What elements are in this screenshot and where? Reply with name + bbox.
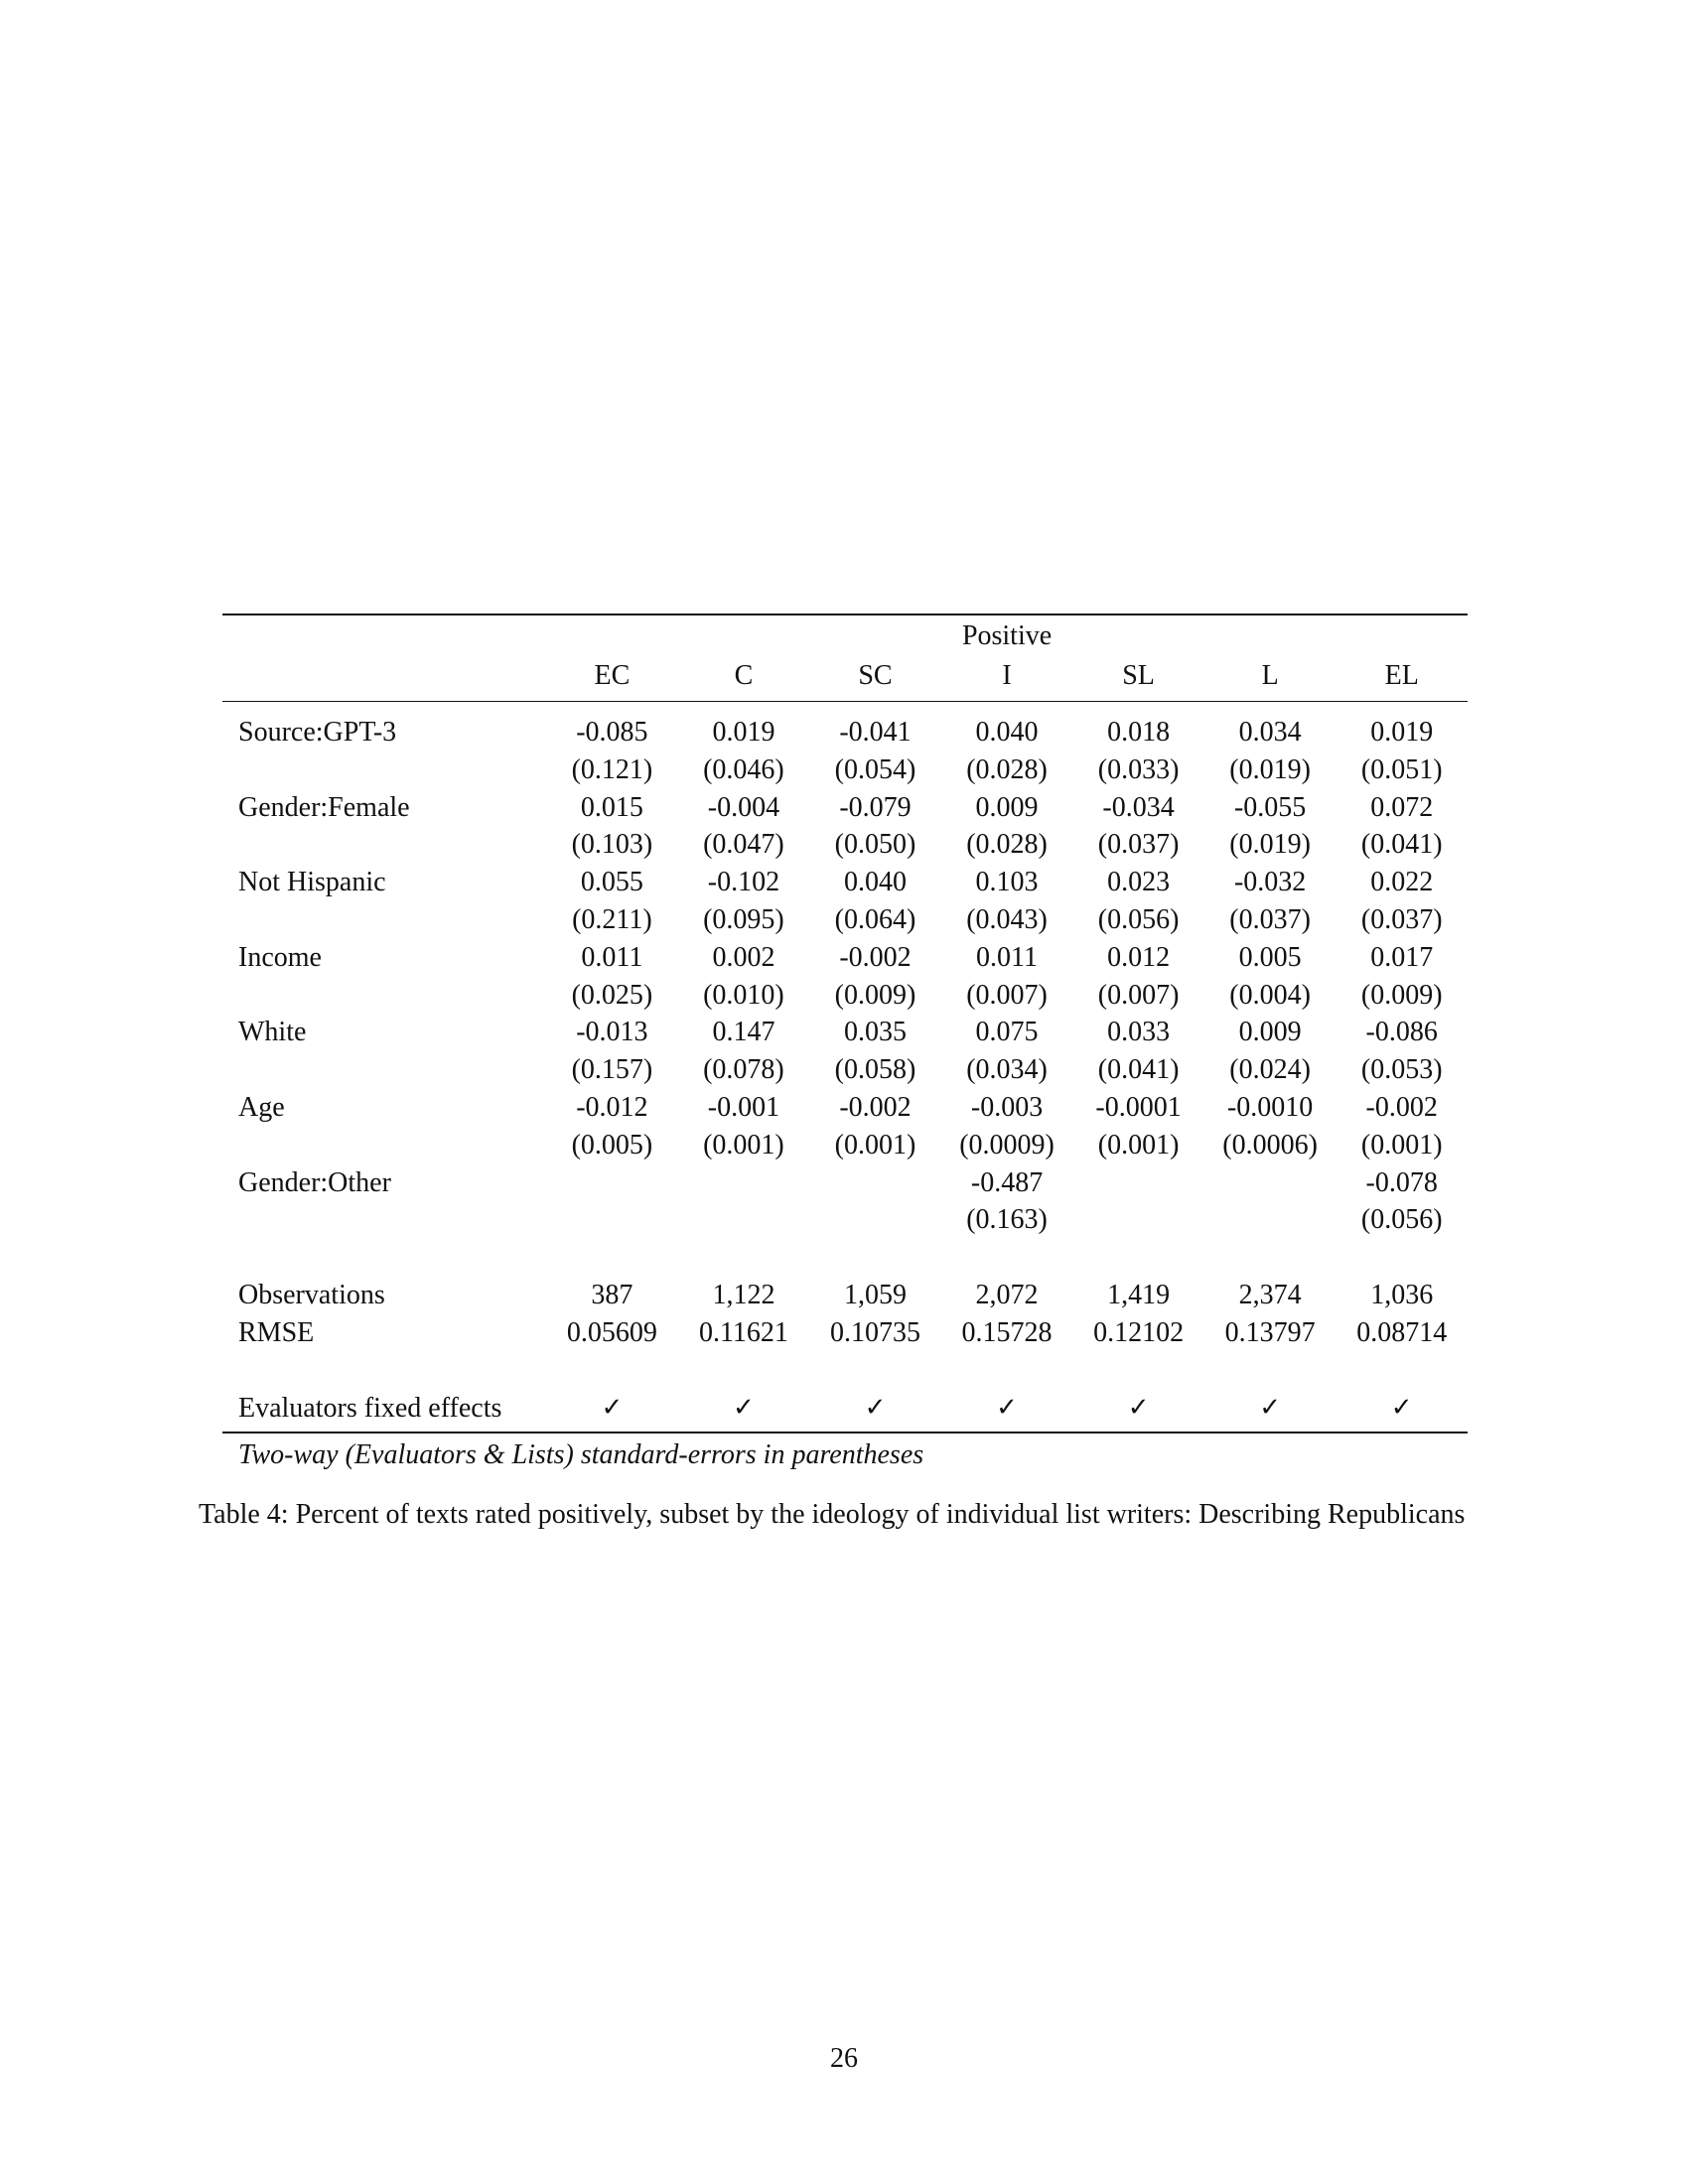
row-label xyxy=(222,1352,546,1390)
check-cell: ✓ xyxy=(941,1390,1073,1433)
value-cell xyxy=(1336,1239,1468,1277)
value-cell: 0.023 xyxy=(1107,867,1171,898)
row-label xyxy=(222,751,546,789)
standard-error-cell: (0.010) xyxy=(703,979,784,1011)
value-cell: 1,059 xyxy=(843,1280,907,1311)
row-label xyxy=(222,977,546,1015)
standard-error-cell: (0.034) xyxy=(966,1054,1048,1086)
value-cell: -0.002 xyxy=(839,1091,912,1123)
row-label xyxy=(222,901,546,939)
standard-error-cell xyxy=(546,1201,678,1239)
se-row xyxy=(222,826,1468,864)
check-cell: ✓ xyxy=(546,1390,678,1433)
check-cell: ✓ xyxy=(678,1390,810,1433)
value-cell: 0.009 xyxy=(975,791,1039,823)
header-group-label: Positive xyxy=(546,614,1468,657)
value-cell: -0.086 xyxy=(1365,1017,1438,1048)
se-row xyxy=(222,901,1468,939)
value-cell xyxy=(1204,1352,1336,1390)
check-cell: ✓ xyxy=(1072,1390,1204,1433)
value-cell: -0.001 xyxy=(707,1091,780,1123)
value-cell: -0.078 xyxy=(1365,1166,1438,1198)
standard-error-cell: (0.157) xyxy=(571,1054,653,1086)
row-label: Source:GPT-3 xyxy=(238,717,397,748)
value-cell: 1,036 xyxy=(1370,1280,1434,1311)
value-cell: 0.08714 xyxy=(1356,1316,1448,1348)
standard-error-cell: (0.009) xyxy=(834,979,916,1011)
value-cell xyxy=(941,1239,1073,1277)
coefficient-row xyxy=(222,864,1468,901)
standard-error-cell: (0.028) xyxy=(966,829,1048,861)
value-cell: -0.0001 xyxy=(1095,1091,1182,1123)
standard-error-cell: (0.047) xyxy=(703,829,784,861)
value-cell: 0.018 xyxy=(1107,717,1171,748)
column-header: I xyxy=(941,657,1073,702)
value-cell: 0.017 xyxy=(1370,941,1434,973)
standard-error-cell xyxy=(809,1201,941,1239)
stat-row xyxy=(222,1314,1468,1352)
value-cell: 0.019 xyxy=(1370,717,1434,748)
row-label xyxy=(222,1127,546,1164)
column-header: C xyxy=(678,657,810,702)
table-caption: Table 4: Percent of texts rated positively, subset by the ideology of individual list writers: Describing Republicans xyxy=(199,1499,1466,1530)
row-label: White xyxy=(238,1017,307,1048)
standard-error-cell: (0.037) xyxy=(1229,903,1311,935)
standard-error-cell: (0.001) xyxy=(1097,1129,1180,1160)
standard-error-cell: (0.041) xyxy=(1360,829,1443,861)
standard-error-cell: (0.050) xyxy=(834,829,916,861)
column-header: EL xyxy=(1336,657,1468,702)
value-cell: 0.034 xyxy=(1238,717,1302,748)
value-cell: -0.079 xyxy=(839,791,912,823)
value-cell xyxy=(809,1352,941,1390)
value-cell: 0.103 xyxy=(975,867,1039,898)
value-cell: -0.487 xyxy=(970,1166,1044,1198)
standard-error-cell xyxy=(678,1201,810,1239)
coefficient-row xyxy=(222,1164,1468,1202)
standard-error-cell: (0.051) xyxy=(1360,753,1443,785)
se-row xyxy=(222,1127,1468,1164)
standard-error-cell: (0.007) xyxy=(1097,979,1180,1011)
se-row xyxy=(222,977,1468,1015)
standard-error-cell: (0.056) xyxy=(1097,903,1180,935)
coefficient-row xyxy=(222,1014,1468,1051)
value-cell: -0.102 xyxy=(707,867,780,898)
standard-error-cell: (0.005) xyxy=(571,1129,653,1160)
value-cell: -0.032 xyxy=(1233,867,1307,898)
value-cell xyxy=(1336,1352,1468,1390)
value-cell: 0.005 xyxy=(1238,941,1302,973)
value-cell: 0.10735 xyxy=(829,1316,920,1348)
row-label: Age xyxy=(238,1091,285,1123)
value-cell: 0.040 xyxy=(843,867,907,898)
value-cell xyxy=(678,1164,810,1202)
stat-row xyxy=(222,1277,1468,1314)
value-cell: 0.011 xyxy=(976,941,1039,973)
row-label: RMSE xyxy=(238,1316,315,1348)
standard-error-cell: (0.103) xyxy=(571,829,653,861)
value-cell: 0.075 xyxy=(975,1017,1039,1048)
value-cell: 0.05609 xyxy=(566,1316,657,1348)
row-label xyxy=(222,1239,546,1277)
standard-error-cell: (0.058) xyxy=(834,1054,916,1086)
standard-error-cell: (0.041) xyxy=(1097,1054,1180,1086)
standard-error-cell: (0.037) xyxy=(1097,829,1180,861)
row-label: Observations xyxy=(238,1280,385,1311)
table-body xyxy=(222,614,1468,1433)
regression-table-block xyxy=(222,614,1468,1473)
row-label: Evaluators fixed effects xyxy=(222,1390,546,1433)
row-label xyxy=(222,826,546,864)
column-header-row xyxy=(222,657,1468,702)
value-cell: 0.019 xyxy=(712,717,775,748)
value-cell xyxy=(678,1352,810,1390)
standard-error-cell: (0.001) xyxy=(1360,1129,1443,1160)
row-label: Not Hispanic xyxy=(238,867,386,898)
value-cell xyxy=(809,1164,941,1202)
check-cell: ✓ xyxy=(1204,1390,1336,1433)
value-cell: 0.040 xyxy=(975,717,1039,748)
coefficient-row xyxy=(222,939,1468,977)
standard-error-cell: (0.019) xyxy=(1229,753,1311,785)
se-row xyxy=(222,1201,1468,1239)
value-cell: 0.033 xyxy=(1107,1017,1171,1048)
standard-error-cell: (0.009) xyxy=(1360,979,1443,1011)
value-cell: -0.041 xyxy=(839,717,912,748)
value-cell xyxy=(809,1239,941,1277)
standard-error-cell: (0.064) xyxy=(834,903,916,935)
value-cell: 0.12102 xyxy=(1093,1316,1185,1348)
value-cell xyxy=(546,1352,678,1390)
standard-error-cell: (0.025) xyxy=(571,979,653,1011)
standard-error-cell: (0.056) xyxy=(1360,1204,1443,1236)
standard-error-cell: (0.028) xyxy=(966,753,1048,785)
column-header: EC xyxy=(546,657,678,702)
standard-error-cell: (0.043) xyxy=(966,903,1048,935)
standard-error-cell: (0.037) xyxy=(1360,903,1443,935)
column-header: L xyxy=(1204,657,1336,702)
fixed-effects-row xyxy=(222,1390,1468,1433)
spacer-row xyxy=(222,1352,1468,1390)
value-cell: 0.072 xyxy=(1370,791,1434,823)
coefficient-row xyxy=(222,789,1468,827)
value-cell: -0.002 xyxy=(839,941,912,973)
value-cell: 0.15728 xyxy=(961,1316,1053,1348)
value-cell: -0.0010 xyxy=(1226,1091,1314,1123)
standard-error-cell: (0.007) xyxy=(966,979,1048,1011)
value-cell: 0.035 xyxy=(843,1017,907,1048)
regression-table xyxy=(222,614,1468,1433)
column-header: SL xyxy=(1072,657,1204,702)
value-cell: 0.009 xyxy=(1238,1017,1302,1048)
header-group-row xyxy=(222,614,1468,657)
value-cell: 0.022 xyxy=(1370,867,1434,898)
value-cell xyxy=(1072,1164,1204,1202)
coefficient-row xyxy=(222,1089,1468,1127)
standard-error-cell: (0.001) xyxy=(703,1129,784,1160)
standard-error-cell: (0.121) xyxy=(571,753,653,785)
standard-error-cell: (0.004) xyxy=(1229,979,1311,1011)
se-row xyxy=(222,751,1468,789)
value-cell: 1,419 xyxy=(1107,1280,1171,1311)
value-cell xyxy=(1072,1239,1204,1277)
standard-error-cell: (0.095) xyxy=(703,903,784,935)
row-label xyxy=(222,1201,546,1239)
standard-error-cell: (0.211) xyxy=(572,903,652,935)
value-cell: 0.012 xyxy=(1107,941,1171,973)
standard-error-cell: (0.019) xyxy=(1229,829,1311,861)
value-cell xyxy=(1072,1352,1204,1390)
value-cell: 0.055 xyxy=(580,867,643,898)
table-note: Two-way (Evaluators & Lists) standard-errors in parentheses xyxy=(238,1438,924,1470)
value-cell: 0.002 xyxy=(712,941,775,973)
value-cell: 0.13797 xyxy=(1224,1316,1316,1348)
standard-error-cell xyxy=(1204,1201,1336,1239)
value-cell xyxy=(678,1239,810,1277)
value-cell xyxy=(1204,1239,1336,1277)
value-cell xyxy=(546,1239,678,1277)
standard-error-cell: (0.0006) xyxy=(1222,1129,1318,1160)
value-cell: -0.012 xyxy=(576,1091,648,1123)
value-cell: 0.015 xyxy=(580,791,643,823)
value-cell: -0.003 xyxy=(970,1091,1044,1123)
value-cell: -0.034 xyxy=(1102,791,1175,823)
se-row xyxy=(222,1051,1468,1089)
check-cell: ✓ xyxy=(809,1390,941,1433)
value-cell: 0.11621 xyxy=(698,1316,788,1348)
value-cell: 1,122 xyxy=(712,1280,775,1311)
standard-error-cell xyxy=(1072,1201,1204,1239)
standard-error-cell: (0.054) xyxy=(834,753,916,785)
value-cell: -0.004 xyxy=(707,791,780,823)
standard-error-cell: (0.001) xyxy=(834,1129,916,1160)
coefficient-row xyxy=(222,702,1468,751)
row-label: Gender:Female xyxy=(238,791,410,823)
value-cell: 0.147 xyxy=(712,1017,775,1048)
value-cell xyxy=(546,1164,678,1202)
value-cell: 387 xyxy=(591,1280,633,1311)
value-cell: 2,374 xyxy=(1238,1280,1302,1311)
value-cell: 0.011 xyxy=(581,941,643,973)
value-cell: -0.013 xyxy=(576,1017,648,1048)
value-cell: -0.002 xyxy=(1365,1091,1438,1123)
row-label: Gender:Other xyxy=(238,1166,391,1198)
row-label xyxy=(222,1051,546,1089)
value-cell xyxy=(1204,1164,1336,1202)
row-label: Income xyxy=(238,941,322,973)
value-cell xyxy=(941,1352,1073,1390)
page-number: 26 xyxy=(830,2043,858,2074)
column-header: SC xyxy=(809,657,941,702)
standard-error-cell: (0.033) xyxy=(1097,753,1180,785)
standard-error-cell: (0.0009) xyxy=(959,1129,1055,1160)
value-cell: -0.055 xyxy=(1233,791,1307,823)
value-cell: 2,072 xyxy=(975,1280,1039,1311)
standard-error-cell: (0.163) xyxy=(966,1204,1048,1236)
spacer-row xyxy=(222,1239,1468,1277)
check-cell: ✓ xyxy=(1336,1390,1468,1433)
standard-error-cell: (0.024) xyxy=(1229,1054,1311,1086)
value-cell: -0.085 xyxy=(576,717,648,748)
standard-error-cell: (0.046) xyxy=(703,753,784,785)
standard-error-cell: (0.053) xyxy=(1360,1054,1443,1086)
standard-error-cell: (0.078) xyxy=(703,1054,784,1086)
